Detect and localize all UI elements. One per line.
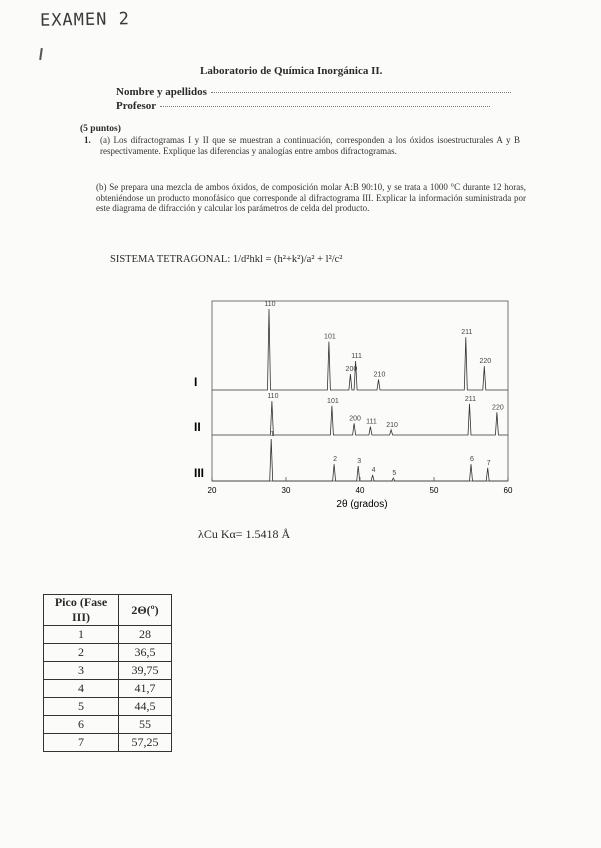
peak-label: 200 <box>345 366 358 374</box>
peaks-table <box>43 594 172 752</box>
handwritten-exam-label: EXAMEN 2 <box>39 9 131 31</box>
teacher-label: Profesor <box>116 100 157 112</box>
peak-label: 1 <box>270 431 275 438</box>
peak-number-cell: 7 <box>44 734 119 752</box>
peak-label: 7 <box>486 459 491 467</box>
series-I-trace <box>212 309 508 390</box>
points-label: (5 puntos) <box>80 124 121 134</box>
peak-label: 210 <box>373 371 386 379</box>
peak-label: 2 <box>333 456 338 464</box>
x-tick-label: 50 <box>429 486 439 495</box>
peak-label: 220 <box>479 358 492 366</box>
peak-label: 210 <box>386 421 398 429</box>
table-row <box>44 626 172 644</box>
wavelength-label: λCu Kα= 1.5418 Å <box>198 527 291 541</box>
two-theta-cell: 28 <box>119 626 172 644</box>
x-tick-label: 60 <box>503 486 513 495</box>
peak-label: 5 <box>392 470 397 477</box>
question-part-b: (b) Se prepara una mezcla de ambos óxidos, de composición molar A:B 90:10, y se trata a 1000 °C durante 12 horas, obteniéndose un producto monofásico que corresponde al difractograma III. Explicar la información suministrada por este diagrama de difracción y calcular los parámetros de celda del producto. <box>96 182 526 213</box>
table-row <box>44 680 172 698</box>
table-row <box>44 662 172 680</box>
table-row <box>44 698 172 716</box>
two-theta-cell: 57,25 <box>119 734 172 752</box>
peak-number-cell: 6 <box>44 716 119 734</box>
chart-frame <box>212 301 508 481</box>
x-tick-label: 20 <box>207 486 217 495</box>
x-tick-label: 40 <box>355 486 365 495</box>
peak-label: 3 <box>357 458 362 465</box>
pen-mark <box>39 48 43 60</box>
peak-label: 6 <box>470 456 474 464</box>
table-row <box>44 716 172 734</box>
peak-label: 110 <box>267 393 279 401</box>
x-tick-label: 30 <box>281 486 291 495</box>
tetragonal-system-formula: SISTEMA TETRAGONAL: 1/d²hkl = (h²+k²)/a² + l²/c² <box>110 254 343 265</box>
name-field <box>116 86 511 98</box>
peak-label: 4 <box>371 467 376 474</box>
peak-label: 111 <box>351 353 362 360</box>
peak-number-cell: 4 <box>44 680 119 698</box>
peak-label: 211 <box>464 395 477 403</box>
teacher-line <box>160 106 490 107</box>
peak-label: 220 <box>492 404 504 412</box>
peak-number-cell: 2 <box>44 644 119 662</box>
peak-label: 101 <box>324 333 336 341</box>
document-title: Laboratorio de Química Inorgánica II. <box>200 65 383 77</box>
series-label-II: II <box>194 420 201 434</box>
table-header-row <box>44 595 172 626</box>
name-label: Nombre y apellidos <box>116 86 207 98</box>
two-theta-cell: 55 <box>119 716 172 734</box>
question-number: 1. <box>84 135 91 145</box>
two-theta-cell: 41,7 <box>119 680 172 698</box>
column-header-peak: Pico (Fase III) <box>44 595 119 626</box>
peak-label: 111 <box>366 418 377 426</box>
peak-label: 200 <box>349 415 361 423</box>
two-theta-cell: 36,5 <box>119 644 172 662</box>
peak-label: 110 <box>264 301 276 308</box>
peak-label: 101 <box>327 397 339 405</box>
series-label-I: I <box>194 375 198 389</box>
peak-number-cell: 1 <box>44 626 119 644</box>
peak-label: 211 <box>461 329 473 337</box>
column-header-2theta: 2Θ(º) <box>119 595 172 626</box>
name-line <box>211 92 511 93</box>
xrd-chart <box>180 285 520 515</box>
two-theta-cell: 44,5 <box>119 698 172 716</box>
series-label-III: III <box>194 466 205 480</box>
peak-number-cell: 5 <box>44 698 119 716</box>
table-row <box>44 644 172 662</box>
chart-x-label: 2θ (grados) <box>336 499 388 510</box>
table-row <box>44 734 172 752</box>
teacher-field <box>116 100 490 112</box>
question-part-a: (a) Los difractogramas I y II que se muestran a continuación, corresponden a los óxidos isoestructurales A y B respectivamente. Explique las diferencias y analogías entre ambos difractogramas. <box>100 135 520 156</box>
two-theta-cell: 39,75 <box>119 662 172 680</box>
peak-number-cell: 3 <box>44 662 119 680</box>
